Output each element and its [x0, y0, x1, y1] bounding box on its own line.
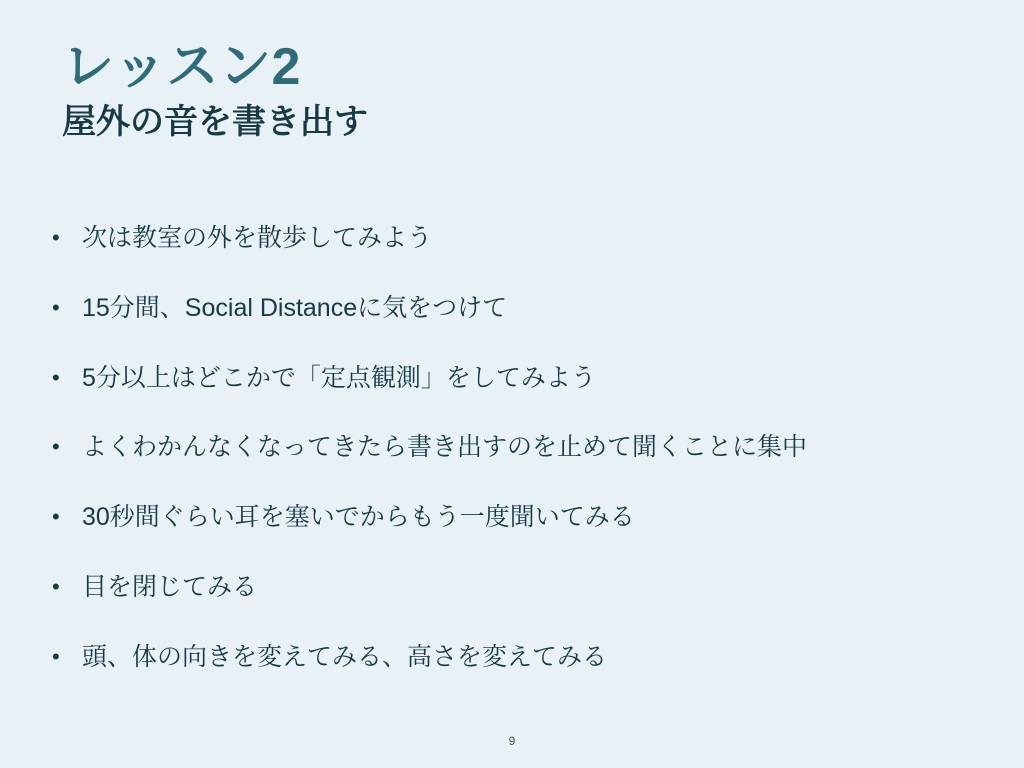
- list-item: [52, 641, 982, 675]
- page-title: レッスン2: [62, 38, 301, 96]
- list-item-label: 頭、体の向きを変えてみる、高さを変えてみる: [82, 642, 608, 671]
- list-item: [52, 292, 982, 326]
- bullet-list: [52, 222, 982, 710]
- list-item-label: 30秒間ぐらい耳を塞いでからもう一度聞いてみる: [82, 503, 635, 531]
- bullet-icon: •: [52, 364, 60, 390]
- page-subtitle: 屋外の音を書き出す: [62, 103, 368, 142]
- list-item: [52, 501, 982, 535]
- list-item-label: 5分以上はどこかで「定点観測」をしてみよう: [82, 363, 596, 392]
- bullet-icon: •: [52, 504, 60, 529]
- page-number: 9: [508, 734, 516, 748]
- list-item-label: 目を閉じてみる: [82, 572, 258, 601]
- list-item: [52, 222, 982, 256]
- bullet-icon: •: [52, 294, 60, 320]
- bullet-icon: •: [52, 225, 60, 250]
- bullet-icon: •: [52, 643, 60, 669]
- bullet-icon: •: [52, 434, 60, 460]
- list-item-label: よくわかんなくなってきたら書き出すのを止めて聞くことに集中: [82, 433, 808, 462]
- list-item: [52, 362, 982, 396]
- list-item-label: 15分間、Social Distanceに気をつけて: [82, 293, 508, 322]
- bullet-icon: •: [52, 573, 60, 599]
- list-item: [52, 431, 982, 465]
- title-block: [62, 38, 368, 143]
- list-item-label: 次は教室の外を散歩してみよう: [82, 224, 433, 252]
- list-item: [52, 571, 982, 605]
